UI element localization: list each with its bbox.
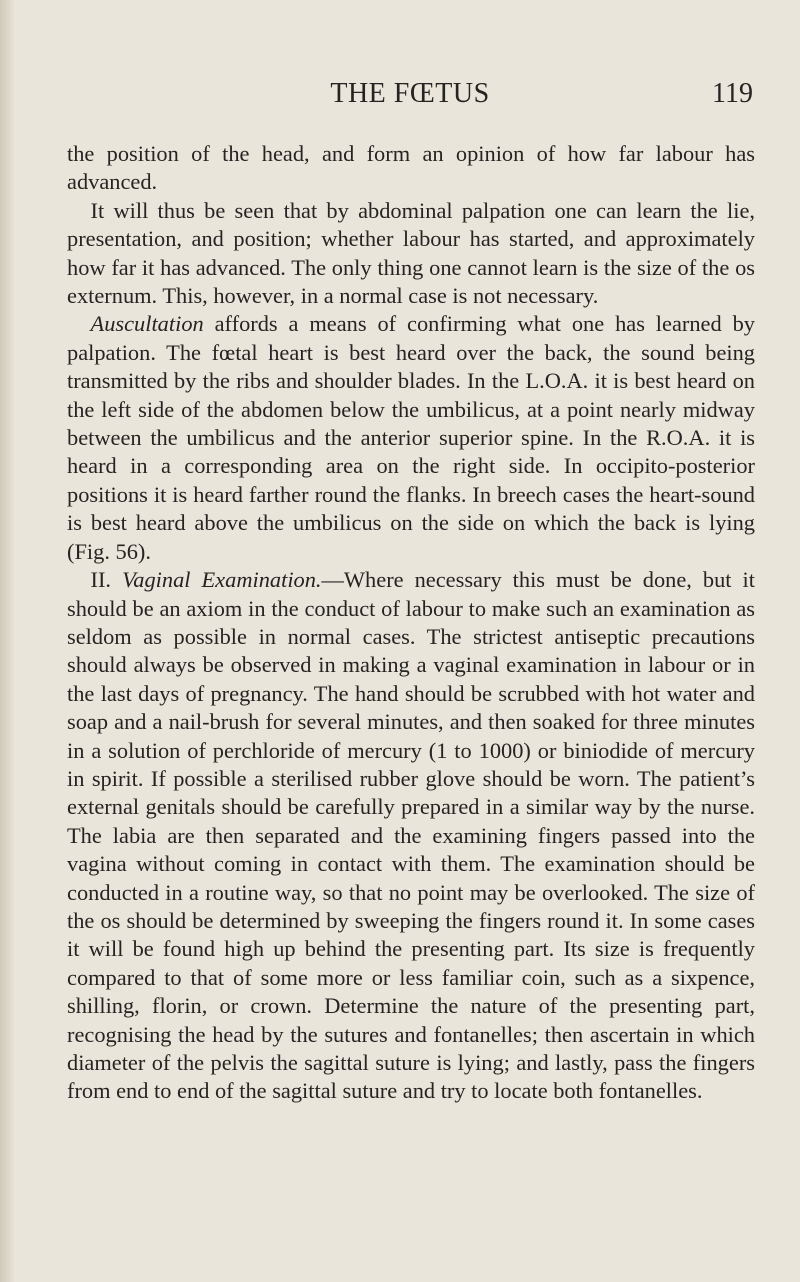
paragraph-text: It will thus be seen that by abdominal palpation one can learn the lie, presentation, and position; whether labour has started, and approximately how far it has advanced. The only thing one cannot learn is the size of the os externum. This, however, in a normal case is not necessary.	[67, 197, 755, 309]
paragraph-lead-italic: Vaginal Examination.	[122, 567, 322, 593]
paragraph-lead-italic: Auscultation	[90, 311, 204, 337]
running-head: THE FŒTUS	[330, 78, 490, 109]
page-number: 119	[712, 78, 753, 109]
paragraph-text: the position of the head, and form an opinion of how far labour has advanced.	[67, 141, 755, 195]
paragraph-vaginal-examination	[67, 566, 755, 1106]
page-header	[67, 78, 753, 114]
paragraph-palpation-summary	[67, 197, 755, 311]
paragraph-auscultation	[67, 310, 755, 566]
paragraph-lead: II.	[90, 567, 123, 593]
paragraph-text: —Where necessary this must be done, but it should be an axiom in the conduct of labour to make such an examination as seldom as possible in normal cases. The strictest antiseptic precautions should always be observed in making a vaginal examination in labour or in the last days of pregnancy. The hand should be scrubbed with hot water and soap and a nail-brush for several minutes, and then soaked for three minutes in a solution of perchloride of mercury (1 to 1000) or biniodide of mercury in spirit. If possible a sterilised rubber glove should be worn. The patient’s external genitals should be carefully prepared in a similar way by the nurse. The labia are then separated and the examining fingers passed into the vagina without coming in contact with them. The examination should be conducted in a routine way, so that no point may be overlooked. The size of the os should be determined by sweeping the fingers round it. In some cases it will be found high up behind the presenting part. Its size is frequently compared to that of some more or less familiar coin, such as a sixpence, shilling, florin, or crown. Determine the nature of the presenting part, recognising the head by the sutures and fontanelles; then ascertain in which diameter of the pelvis the sagittal suture is lying; and lastly, pass the fingers from end to end of the sagittal suture and try to locate both fontanelles.	[67, 567, 755, 1104]
body-text	[67, 140, 755, 1106]
paragraph-continuation	[67, 140, 755, 197]
page-gutter-edge	[0, 0, 14, 1282]
paragraph-text: affords a means of confirming what one has learned by palpation. The fœtal heart is best heard over the back, the sound being transmitted by the ribs and shoulder blades. In the L.O.A. it is best heard on the left side of the abdomen below the umbilicus, at a point nearly midway between the umbilicus and the anterior superior spine. In the R.O.A. it is heard in a corresponding area on the right side. In occipito-posterior positions it is heard farther round the flanks. In breech cases the heart-sound is best heard above the umbilicus on the side on which the back is lying (Fig. 56).	[67, 311, 755, 564]
